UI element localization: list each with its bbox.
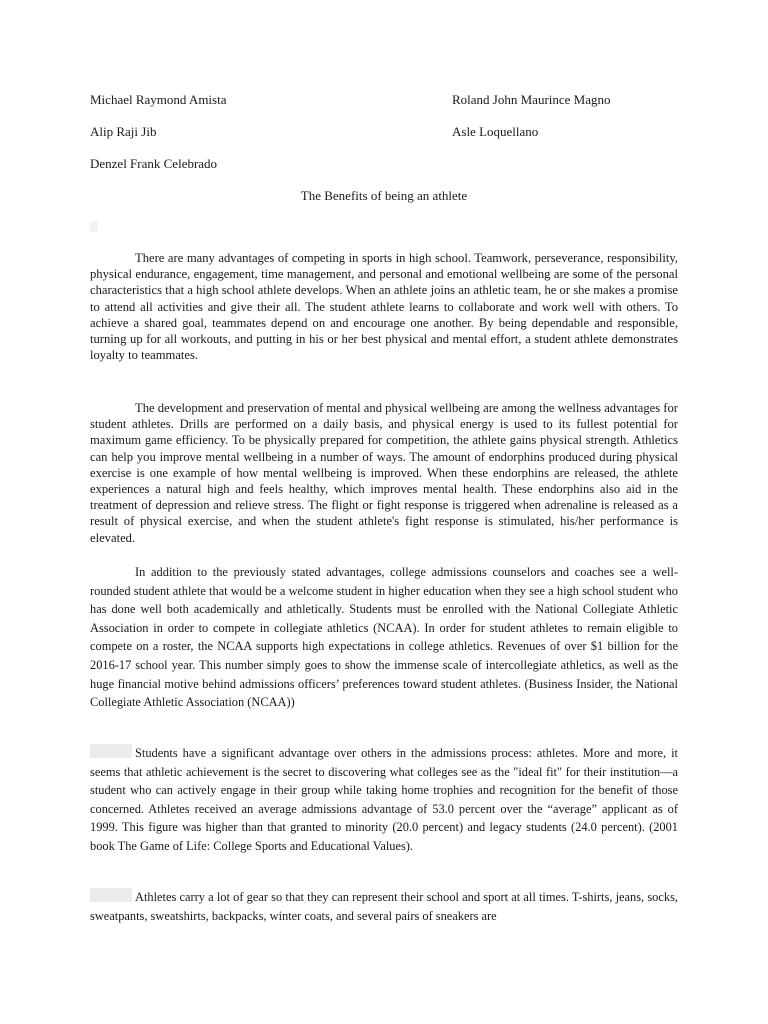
body-paragraph: Athletes carry a lot of gear so that they can represent their school and sport at all times. T-shirts, jeans, socks, sweatpants, sweatshirts, backpacks, winter coats, and several pairs of sneakers are	[90, 890, 678, 923]
body-paragraph: Students have a significant advantage over others in the admissions process: athletes. More and more, it seems that athletic achievement is the secret to discovering what colleges see as the "ideal fit" for their institution—a student who can actively engage in their group while taking home trophies and recognition for the benefit of those concerned. Athletes received an average admissions advantage of 53.0 percent over the “average” applicant as of 1999. This figure was higher than that granted to minority (20.0 percent) and legacy students (24.0 percent). (2001 book The Game of Life: College Sports and Educational Values).	[90, 746, 678, 853]
body-paragraph: There are many advantages of competing in sports in high school. Teamwork, perseverance, responsibility, physical endurance, engagement, time management, and personal and emotional wellbeing are some of the personal characteristics that a high school athlete develops. When an athlete joins an athletic team, he or she makes a promise to attend all activities and give their all. The student athlete learns to collaborate and work well with others. To achieve a shared goal, teammates depend on and encourage one another. By being dependable and responsible, turning up for all workouts, and putting in his or her best physical and mental effort, a student athlete demonstrates loyalty to teammates.	[90, 251, 678, 363]
faint-mark	[90, 222, 98, 232]
document-title: The Benefits of being an athlete	[300, 188, 468, 203]
author-name: Alip Raji Jib	[90, 124, 157, 139]
author-name: Michael Raymond Amista	[90, 92, 227, 107]
author-name: Denzel Frank Celebrado	[90, 156, 218, 171]
author-name: Asle Loquellano	[452, 124, 539, 139]
body-paragraph: In addition to the previously stated advantages, college admissions counselors and coaches see a well-rounded student athlete that would be a welcome student in higher education when they see a high school student who has done well both academically and athletically. Students must be enrolled with the National Collegiate Athletic Association in order to compete in collegiate athletics (NCAA). In order for student athletes to remain eligible to compete on a roster, the NCAA supports high expectations in college athletics. Revenues of over $1 billion for the 2016-17 school year. This number simply goes to show the immense scale of intercollegiate athletics, as well as the huge financial motive behind admissions officers’ preferences toward student athletes. (Business Insider, the National Collegiate Athletic Association (NCAA))	[90, 565, 678, 710]
author-name: Roland John Maurince Magno	[452, 92, 611, 107]
body-paragraph: The development and preservation of mental and physical wellbeing are among the wellness advantages for student athletes. Drills are performed on a daily basis, and physical energy is used to its fullest potential for maximum game efficiency. To be physically prepared for competition, the athlete gains physical strength. Athletics can help you improve mental wellbeing in a number of ways. The amount of endorphins produced during physical exercise is one example of how mental wellbeing is improved. When these endorphins are released, the athlete experiences a natural high and feels healthy, which improves mental health. These endorphins also aid in the treatment of depression and relieve stress. The flight or fight response is triggered when adrenaline is released as a result of physical exercise, and when the student athlete's fight response is stimulated, his/her performance is elevated.	[90, 401, 678, 545]
